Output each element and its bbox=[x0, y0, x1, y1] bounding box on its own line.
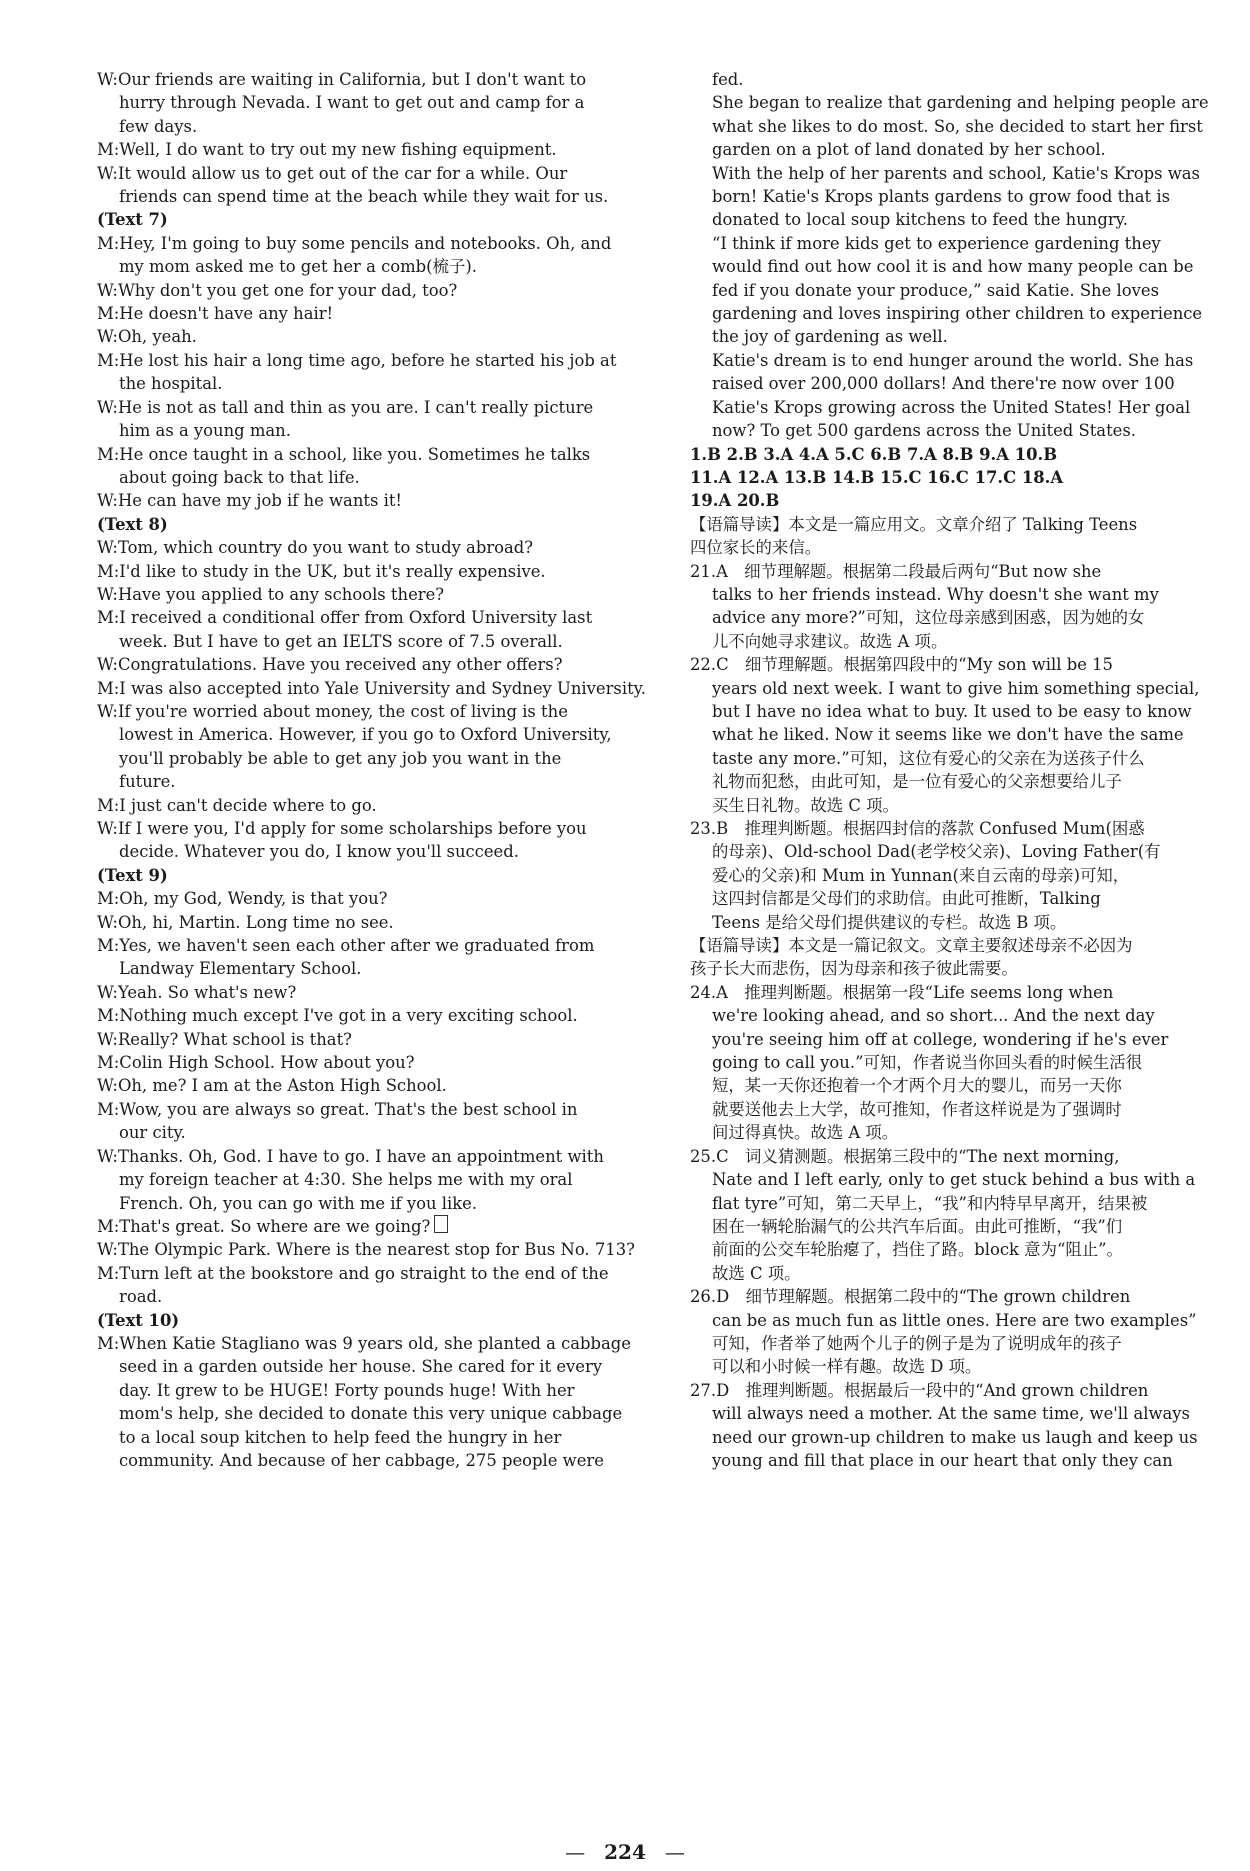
left-text-line bbox=[97, 466, 640, 489]
entry-line: M:I received a conditional offer from Oxford University last bbox=[97, 608, 593, 628]
text-line: French. Oh, you can go with me if you like. bbox=[119, 1193, 478, 1213]
text-line: 孩子长大而悲伤，因为母亲和孩子彼此需要。 bbox=[690, 959, 1018, 979]
page-number-dash-left: — bbox=[565, 1840, 586, 1864]
section-heading: (Text 7) bbox=[97, 210, 168, 230]
right-text-line bbox=[690, 91, 1209, 114]
entry-line: M:I just can't decide where to go. bbox=[97, 795, 377, 815]
text-line: 就要送他去上大学，故可推知，作者这样说是为了强调时 bbox=[712, 1099, 1122, 1119]
entry-line: M:I'd like to study in the UK, but it's really expensive. bbox=[97, 561, 546, 581]
left-entry-line bbox=[97, 1098, 640, 1121]
left-text-line bbox=[97, 1168, 640, 1191]
right-entry-line bbox=[690, 1145, 1198, 1168]
text-line: 可知，作者举了她两个儿子的例子是为了说明成年的孩子 bbox=[712, 1333, 1122, 1353]
right-text-line bbox=[690, 302, 1203, 325]
reading-guide-text: 【语篇导读】本文是一篇记叙文。文章主要叙述母亲不必因为 bbox=[690, 936, 1133, 956]
right-text-line bbox=[690, 840, 1198, 863]
entry-line: 25.C 词义猜测题。根据第三段中的“The next morning, bbox=[690, 1146, 1120, 1166]
text-line: gardening and loves inspiring other children to experience bbox=[712, 304, 1203, 324]
right-text-line bbox=[690, 583, 1198, 606]
text-line: 这四封信都是父母们的求助信。由此可推断，Talking bbox=[712, 889, 1101, 909]
text-line: the joy of gardening as well. bbox=[712, 327, 948, 347]
text-line: will always need a mother. At the same time, we'll always bbox=[712, 1404, 1190, 1424]
text-line: Katie's dream is to end hunger around the world. She has bbox=[712, 350, 1194, 370]
left-entry-line bbox=[97, 606, 640, 629]
left-entry-line bbox=[97, 536, 640, 559]
right-text-line bbox=[690, 1098, 1198, 1121]
entry-line: W:The Olympic Park. Where is the nearest stop for Bus No. 713? bbox=[97, 1240, 635, 1260]
entry-line: 22.C 细节理解题。根据第四段中的“My son will be 15 bbox=[690, 655, 1113, 675]
entry-line: M:Hey, I'm going to buy some pencils and notebooks. Oh, and bbox=[97, 233, 612, 253]
text-line: him as a young man. bbox=[119, 421, 291, 441]
right-text-line bbox=[690, 255, 1198, 278]
entry-line: W:Oh, yeah. bbox=[97, 327, 197, 347]
right-text-line bbox=[690, 279, 1198, 302]
left-entry-line bbox=[97, 1004, 640, 1027]
right-text-line bbox=[690, 1332, 1198, 1355]
left-entry-line bbox=[97, 1028, 640, 1051]
text-line: garden on a plot of land donated by her school. bbox=[712, 140, 1106, 160]
right-answer-key-row bbox=[690, 443, 1198, 466]
text-line: 儿不向她寻求建议。故选 A 项。 bbox=[712, 631, 948, 651]
page-number: 224 bbox=[604, 1840, 646, 1864]
left-entry-line bbox=[97, 911, 640, 934]
left-text-line bbox=[97, 957, 640, 980]
left-entry-line bbox=[97, 68, 640, 91]
right-text-line bbox=[690, 1168, 1198, 1191]
right-text-line bbox=[690, 138, 1198, 161]
entry-line: 27.D 推理判断题。根据最后一段中的“And grown children bbox=[690, 1380, 1149, 1400]
text-line: day. It grew to be HUGE! Forty pounds huge! With her bbox=[119, 1380, 575, 1400]
left-entry-line bbox=[97, 1262, 640, 1285]
text-line: to a local soup kitchen to help feed the hungry in her bbox=[119, 1427, 562, 1447]
text-line: community. And because of her cabbage, 275 people were bbox=[119, 1450, 604, 1470]
right-text-line bbox=[690, 747, 1198, 770]
left-entry-line bbox=[97, 162, 640, 185]
text-line: you'll probably be able to get any job you want in the bbox=[119, 748, 562, 768]
text-line: you're seeing him off at college, wondering if he's ever bbox=[712, 1029, 1169, 1049]
text-line: flat tyre”可知，第二天早上，“我”和内特早早离开，结果被 bbox=[712, 1193, 1148, 1213]
right-answer-key-row bbox=[690, 489, 1198, 512]
text-line: week. But I have to get an IELTS score of 7.5 overall. bbox=[119, 631, 563, 651]
right-text-line bbox=[690, 630, 1198, 653]
text-line: can be as much fun as little ones. Here are two examples” bbox=[712, 1310, 1197, 1330]
entry-line: W:Why don't you get one for your dad, too? bbox=[97, 280, 458, 300]
text-line: we're looking ahead, and so short... And the next day bbox=[712, 1006, 1155, 1026]
left-entry-line bbox=[97, 396, 640, 419]
right-text-line bbox=[690, 864, 1198, 887]
left-text-line bbox=[97, 91, 640, 114]
left-section-heading bbox=[97, 1309, 640, 1332]
text-line: what she likes to do most. So, she decided to start her first bbox=[712, 116, 1203, 136]
text-line: talks to her friends instead. Why doesn't she want my bbox=[712, 584, 1159, 604]
text-line: the hospital. bbox=[119, 374, 223, 394]
checkbox-mark bbox=[434, 1215, 448, 1233]
right-text-line bbox=[690, 723, 1198, 746]
entry-line: W:Oh, hi, Martin. Long time no see. bbox=[97, 912, 394, 932]
text-line: 可以和小时候一样有趣。故选 D 项。 bbox=[712, 1357, 982, 1377]
left-text-line bbox=[97, 840, 640, 863]
text-line: but I have no idea what to buy. It used to be easy to know bbox=[712, 701, 1192, 721]
left-text-line bbox=[97, 255, 640, 278]
section-heading: (Text 10) bbox=[97, 1310, 180, 1330]
left-entry-line bbox=[97, 583, 640, 606]
right-text-line bbox=[690, 115, 1203, 138]
text-line: Landway Elementary School. bbox=[119, 959, 362, 979]
right-entry-line bbox=[690, 653, 1198, 676]
left-entry-line bbox=[97, 138, 640, 161]
entry-line: W:He is not as tall and thin as you are. I can't really picture bbox=[97, 397, 594, 417]
right-text-line bbox=[690, 770, 1198, 793]
left-entry-line bbox=[97, 489, 640, 512]
left-text-line bbox=[97, 630, 640, 653]
text-line: 短，某一天你还抱着一个才两个月大的婴儿，而另一天你 bbox=[712, 1076, 1122, 1096]
right-entry-line bbox=[690, 981, 1198, 1004]
text-line: years old next week. I want to give him something special, bbox=[712, 678, 1200, 698]
left-section-heading bbox=[97, 864, 640, 887]
text-line: would find out how cool it is and how many people can be bbox=[712, 257, 1194, 277]
answer-key: 1.B 2.B 3.A 4.A 5.C 6.B 7.A 8.B 9.A 10.B bbox=[690, 444, 1058, 464]
right-reading-guide bbox=[690, 513, 1198, 536]
text-line: 爱心的父亲)和 Mum in Yunnan(来自云南的母亲)可知， bbox=[712, 865, 1130, 885]
left-entry-line bbox=[97, 1215, 640, 1238]
left-text-line bbox=[97, 1285, 640, 1308]
page-number-footer bbox=[0, 1840, 1250, 1864]
answer-key: 19.A 20.B bbox=[690, 491, 780, 511]
left-text-line bbox=[97, 1379, 640, 1402]
right-text-line bbox=[690, 677, 1198, 700]
right-text-line bbox=[690, 185, 1198, 208]
left-entry-line bbox=[97, 1074, 640, 1097]
entry-line: M:He lost his hair a long time ago, before he started his job at bbox=[97, 350, 617, 370]
entry-line: M:Oh, my God, Wendy, is that you? bbox=[97, 889, 388, 909]
left-entry-line bbox=[97, 560, 640, 583]
entry-line: M:Yes, we haven't seen each other after we graduated from bbox=[97, 936, 595, 956]
right-answer-key-row bbox=[690, 466, 1198, 489]
right-text-line bbox=[690, 349, 1198, 372]
reading-guide-text: 【语篇导读】本文是一篇应用文。文章介绍了 Talking Teens bbox=[690, 514, 1138, 534]
left-section-heading bbox=[97, 513, 640, 536]
section-heading: (Text 9) bbox=[97, 865, 168, 885]
entry-line: W:Thanks. Oh, God. I have to go. I have an appointment with bbox=[97, 1146, 604, 1166]
left-entry-line bbox=[97, 934, 640, 957]
entry-line: W:Have you applied to any schools there? bbox=[97, 584, 445, 604]
text-line: 四位家长的来信。 bbox=[690, 538, 822, 558]
right-text-line bbox=[690, 1262, 1198, 1285]
text-line: Teens 是给父母们提供建议的专栏。故选 B 项。 bbox=[712, 912, 1067, 932]
right-text-line bbox=[690, 1426, 1198, 1449]
text-line: raised over 200,000 dollars! And there're now over 100 bbox=[712, 374, 1175, 394]
text-line: 买生日礼物。故选 C 项。 bbox=[712, 795, 899, 815]
text-line: what he liked. Now it seems like we don't have the same bbox=[712, 725, 1184, 745]
text-line: 间过得真快。故选 A 项。 bbox=[712, 1123, 899, 1143]
text-line: taste any more.”可知，这位有爱心的父亲在为送孩子什么 bbox=[712, 748, 1145, 768]
text-line: With the help of her parents and school, Katie's Krops was bbox=[712, 163, 1200, 183]
left-text-line bbox=[97, 1121, 640, 1144]
text-line: She began to realize that gardening and helping people are bbox=[712, 93, 1209, 113]
left-entry-line bbox=[97, 1145, 640, 1168]
text-line: 礼物而犯愁，由此可知，是一位有爱心的父亲想要给儿子 bbox=[712, 772, 1122, 792]
entry-line: M:He doesn't have any hair! bbox=[97, 304, 334, 324]
left-entry-line bbox=[97, 279, 640, 302]
text-line: fed. bbox=[712, 70, 744, 89]
text-line: advice any more?”可知，这位母亲感到困惑，因为她的女 bbox=[712, 608, 1145, 628]
entry-line: M:Nothing much except I've got in a very exciting school. bbox=[97, 1006, 578, 1026]
left-entry-line bbox=[97, 443, 640, 466]
text-line: seed in a garden outside her house. She cared for it every bbox=[119, 1357, 603, 1377]
page-number-dash-right: — bbox=[664, 1840, 685, 1864]
left-entry-line bbox=[97, 1332, 640, 1355]
right-entry-line bbox=[690, 1379, 1198, 1402]
right-entry-line bbox=[690, 1285, 1198, 1308]
left-entry-line bbox=[97, 677, 646, 700]
text-line: born! Katie's Krops plants gardens to grow food that is bbox=[712, 187, 1170, 207]
left-entry-line bbox=[97, 1051, 640, 1074]
right-text-line bbox=[690, 536, 1198, 559]
right-text-line bbox=[690, 1355, 1198, 1378]
text-line: Nate and I left early, only to get stuck behind a bus with a bbox=[712, 1170, 1196, 1190]
right-text-line bbox=[690, 794, 1198, 817]
right-entry-line bbox=[690, 817, 1198, 840]
right-text-line bbox=[690, 887, 1198, 910]
left-section-heading bbox=[97, 208, 640, 231]
left-entry-line bbox=[97, 794, 640, 817]
right-text-line bbox=[690, 1004, 1198, 1027]
left-entry-line bbox=[97, 887, 640, 910]
left-entry-line bbox=[97, 817, 640, 840]
right-text-line bbox=[690, 1028, 1198, 1051]
right-text-line bbox=[690, 700, 1198, 723]
entry-line: 21.A 细节理解题。根据第二段最后两句“But now she bbox=[690, 561, 1102, 581]
text-line: 故选 C 项。 bbox=[712, 1263, 801, 1283]
left-entry-line bbox=[97, 1238, 640, 1261]
text-line: our city. bbox=[119, 1123, 186, 1143]
entry-line: W:It would allow us to get out of the car for a while. Our bbox=[97, 163, 568, 183]
right-text-line bbox=[690, 1051, 1198, 1074]
text-line: few days. bbox=[119, 116, 198, 136]
left-text-line bbox=[97, 115, 640, 138]
text-line: fed if you donate your produce,” said Katie. She loves bbox=[712, 280, 1159, 300]
left-text-line bbox=[97, 419, 640, 442]
left-text-line bbox=[97, 185, 640, 208]
left-entry-line bbox=[97, 325, 640, 348]
left-text-line bbox=[97, 1426, 640, 1449]
left-text-line bbox=[97, 1402, 640, 1425]
entry-line: W:If you're worried about money, the cost of living is the bbox=[97, 701, 568, 721]
text-line: mom's help, she decided to donate this very unique cabbage bbox=[119, 1404, 623, 1424]
text-line: 前面的公交车轮胎瘪了，挡住了路。block 意为“阻止”。 bbox=[712, 1240, 1123, 1260]
entry-line: 26.D 细节理解题。根据第二段中的“The grown children bbox=[690, 1287, 1131, 1307]
right-text-line bbox=[690, 419, 1198, 442]
right-text-line bbox=[690, 162, 1198, 185]
entry-line: M:I was also accepted into Yale University and Sydney University. bbox=[97, 678, 646, 698]
entry-line: W:Congratulations. Have you received any other offers? bbox=[97, 655, 563, 675]
entry-line: 23.B 推理判断题。根据四封信的落款 Confused Mum(困惑 bbox=[690, 819, 1145, 838]
left-text-line bbox=[97, 747, 640, 770]
right-text-line bbox=[690, 1074, 1198, 1097]
text-line: now? To get 500 gardens across the United States. bbox=[712, 421, 1136, 441]
text-line: young and fill that place in our heart that only they can bbox=[712, 1450, 1173, 1470]
text-line: friends can spend time at the beach while they wait for us. bbox=[119, 187, 609, 207]
left-entry-line bbox=[97, 653, 640, 676]
answer-key: 11.A 12.A 13.B 14.B 15.C 16.C 17.C 18.A bbox=[690, 467, 1064, 487]
left-text-line bbox=[97, 770, 640, 793]
text-line: “I think if more kids get to experience gardening they bbox=[712, 233, 1161, 253]
right-text-line bbox=[690, 911, 1198, 934]
right-text-line bbox=[690, 1449, 1198, 1472]
text-line: need our grown-up children to make us laugh and keep us bbox=[712, 1427, 1198, 1447]
entry-line: M:He once taught in a school, like you. Sometimes he talks bbox=[97, 444, 591, 464]
right-text-line bbox=[690, 957, 1198, 980]
entry-line: W:Oh, me? I am at the Aston High School. bbox=[97, 1076, 447, 1096]
text-line: 困在一辆轮胎漏气的公共汽车后面。由此可推断，“我”们 bbox=[712, 1216, 1123, 1236]
left-entry-line bbox=[97, 232, 640, 255]
right-text-line bbox=[690, 1215, 1198, 1238]
entry-line: W:He can have my job if he wants it! bbox=[97, 491, 402, 511]
entry-line: M:Wow, you are always so great. That's the best school in bbox=[97, 1099, 578, 1119]
entry-line: W:Yeah. So what's new? bbox=[97, 982, 297, 1002]
left-entry-line bbox=[97, 700, 640, 723]
left-column bbox=[97, 68, 646, 1472]
text-line: 的母亲)、Old-school Dad(老学校父亲)、Loving Father(有 bbox=[712, 842, 1161, 862]
right-entry-line bbox=[690, 560, 1198, 583]
left-text-line bbox=[97, 372, 640, 395]
right-column bbox=[690, 68, 1209, 1472]
right-text-line bbox=[690, 1192, 1198, 1215]
left-text-line bbox=[97, 1355, 640, 1378]
text-line: decide. Whatever you do, I know you'll succeed. bbox=[119, 842, 519, 862]
left-entry-line bbox=[97, 981, 640, 1004]
text-line: donated to local soup kitchens to feed the hungry. bbox=[712, 210, 1128, 230]
left-entry-line bbox=[97, 349, 640, 372]
text-line: road. bbox=[119, 1287, 163, 1307]
text-line: lowest in America. However, if you go to Oxford University, bbox=[119, 725, 612, 745]
left-text-line bbox=[97, 1449, 640, 1472]
right-text-line bbox=[690, 325, 1198, 348]
right-text-line bbox=[690, 208, 1198, 231]
right-text-line bbox=[690, 1402, 1198, 1425]
entry-line: M:When Katie Stagliano was 9 years old, she planted a cabbage bbox=[97, 1333, 631, 1353]
text-line: future. bbox=[119, 772, 176, 792]
text-line: my foreign teacher at 4:30. She helps me with my oral bbox=[119, 1170, 573, 1190]
text-line: hurry through Nevada. I want to get out and camp for a bbox=[119, 93, 585, 113]
entry-line: W:Tom, which country do you want to study abroad? bbox=[97, 538, 534, 558]
text-line: Katie's Krops growing across the United States! Her goal bbox=[712, 397, 1191, 417]
section-heading: (Text 8) bbox=[97, 514, 168, 534]
entry-line: M:Colin High School. How about you? bbox=[97, 1053, 415, 1073]
entry-line: M:Well, I do want to try out my new fishing equipment. bbox=[97, 140, 557, 160]
right-reading-guide bbox=[690, 934, 1198, 957]
text-line: going to call you.”可知，作者说当你回头看的时候生活很 bbox=[712, 1053, 1143, 1073]
entry-line: W:Our friends are waiting in California, but I don't want to bbox=[97, 70, 587, 89]
entry-line: W:Really? What school is that? bbox=[97, 1029, 352, 1049]
right-text-line bbox=[690, 396, 1198, 419]
right-text-line bbox=[690, 1309, 1198, 1332]
left-text-line bbox=[97, 1192, 640, 1215]
text-line: my mom asked me to get her a comb(梳子). bbox=[119, 257, 477, 277]
text-line: about going back to that life. bbox=[119, 467, 360, 487]
entry-line: M:That's great. So where are we going? bbox=[97, 1216, 431, 1236]
right-text-line bbox=[690, 1121, 1198, 1144]
right-text-line bbox=[690, 372, 1198, 395]
right-text-line bbox=[690, 68, 1198, 91]
left-text-line bbox=[97, 723, 640, 746]
right-text-line bbox=[690, 232, 1198, 255]
entry-line: 24.A 推理判断题。根据第一段“Life seems long when bbox=[690, 982, 1114, 1002]
entry-line: M:Turn left at the bookstore and go straight to the end of the bbox=[97, 1263, 609, 1283]
entry-line: W:If I were you, I'd apply for some scholarships before you bbox=[97, 819, 587, 838]
left-entry-line bbox=[97, 302, 640, 325]
right-text-line bbox=[690, 1238, 1198, 1261]
right-text-line bbox=[690, 606, 1198, 629]
